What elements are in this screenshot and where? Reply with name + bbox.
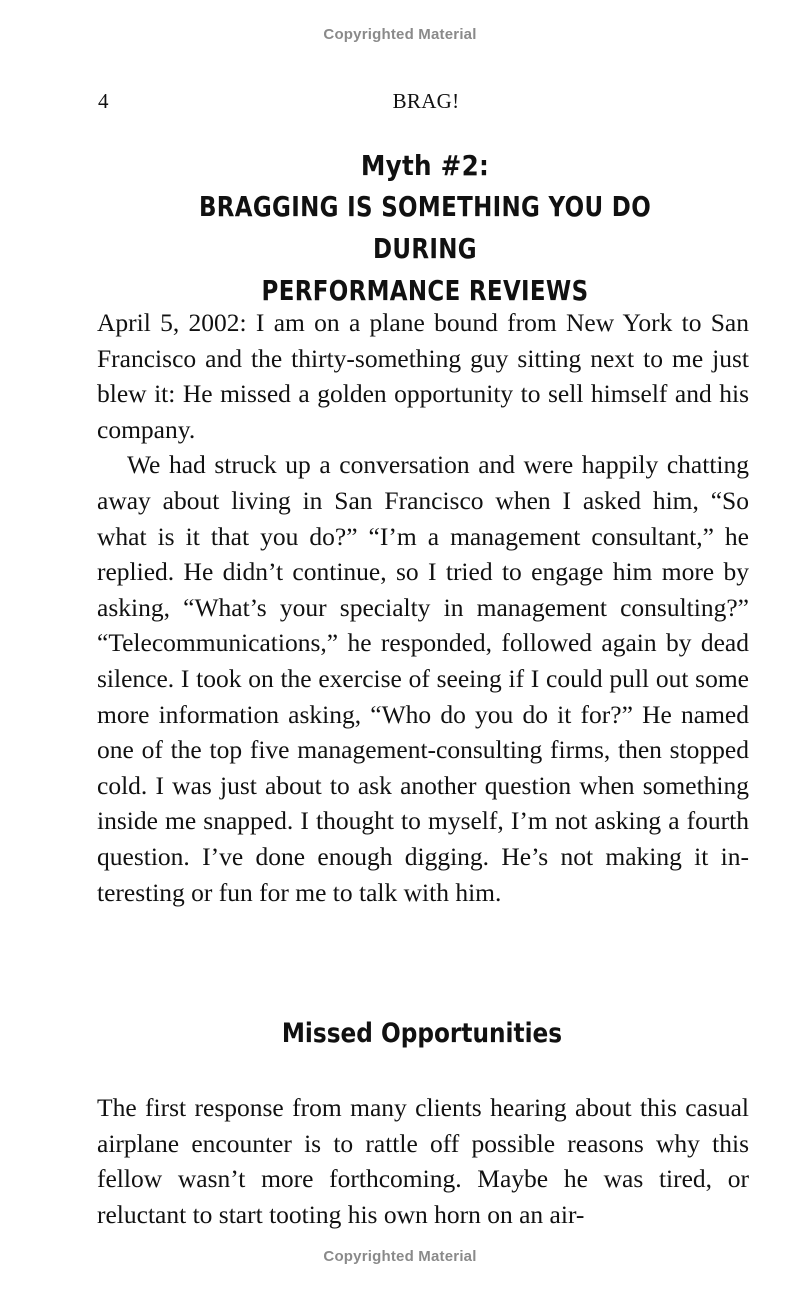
watermark-bottom: Copyrighted Material [323, 1248, 477, 1265]
section-one-body [97, 305, 749, 910]
paragraph-1: April 5, 2002: I am on a plane bound from New York to San Francisco and the thirty-something guy sitting next to me just blew it: He missed a golden opportunity to sell himself and his company. [97, 308, 749, 444]
myth-title-line-1: BRAGGING IS SOMETHING YOU DO DURING [198, 190, 652, 265]
chapter-heading [100, 146, 750, 312]
section-heading-text: Missed Opportunities [281, 1018, 563, 1049]
section-two-body [97, 1090, 749, 1232]
section-heading [0, 1014, 800, 1054]
myth-number: Myth #2: [360, 149, 490, 182]
watermark-top: Copyrighted Material [323, 26, 477, 43]
paragraph-2: We had struck up a conversation and were happily chatting away about living in San Francisco when I asked him, “So what is it that you do?” “I’m a management consultant,” he replied. He didn’t continue, so I tried to engage him more by asking, “What’s your specialty in management consulting?” “Telecommunications,” he responded, followed again by dead silence. I took on the exercise of seeing if I could pull out some more information asking, “Who do you do it for?” He named one of the top five management-consulting firms, then stopped cold. I was just about to ask another question when something inside me snapped. I thought to myself, I’m not asking a fourth question. I’ve done enough digging. He’s not making it interesting or fun for me to talk with him. [97, 450, 749, 907]
running-title: BRAG! [392, 89, 460, 113]
myth-title-line-2: PERFORMANCE REVIEWS [261, 274, 589, 307]
running-head [0, 88, 800, 114]
page-number: 4 [98, 89, 109, 113]
paragraph-3: The first response from many clients hearing about this casual airplane encounter is to rattle off possible reasons why this fellow wasn’t more forthcoming. Maybe he was tired, or reluctant to start tooting his own horn on an air- [97, 1093, 749, 1229]
